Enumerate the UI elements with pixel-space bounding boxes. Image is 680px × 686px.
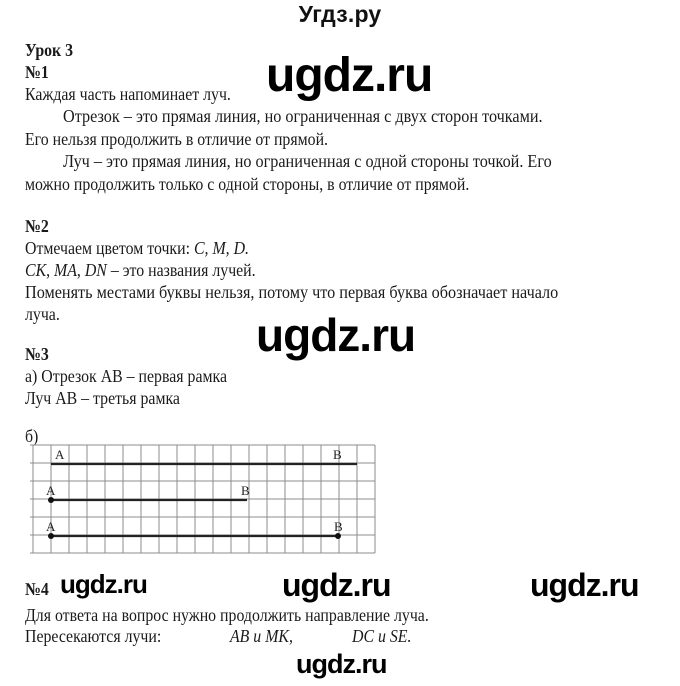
separator: , xyxy=(46,260,55,280)
point-label-a: A xyxy=(55,447,65,462)
task-1-line: Луч – это прямая линия, но ограниченная с одной стороны точкой. Его xyxy=(63,151,552,171)
task-2-line-3: Поменять местами буквы нельзя, потому что первая буква обозначает начало xyxy=(25,282,559,302)
task-2-line-4: луча. xyxy=(25,304,60,324)
task-2-line-1-text: Отмечаем цветом точки: xyxy=(25,238,194,258)
watermark-text: ugdz.ru xyxy=(296,649,387,679)
point-label-a: A xyxy=(46,519,56,534)
task-1-line: Каждая часть напоминает луч. xyxy=(25,84,231,104)
task-1-line: Отрезок – это прямая линия, но ограниченная с двух сторон точками. xyxy=(63,106,543,126)
site-title[interactable]: Угдз.ру xyxy=(298,1,382,27)
watermark-text: ugdz.ru xyxy=(266,49,433,102)
task-2-line-2-text: – это названия лучей. xyxy=(106,260,256,280)
task-1-line: Его нельзя продолжить в отличие от прямой. xyxy=(25,129,329,149)
task-4-line-2-label: Пересекаются лучи: xyxy=(25,626,162,646)
point-label-a: A xyxy=(46,483,56,498)
point-label-b: B xyxy=(333,447,342,462)
task-4-pair-1: AB и MK, xyxy=(230,626,293,646)
task-3-part-b-label: б) xyxy=(25,426,39,446)
task-3-line-a: а) Отрезок АВ – первая рамка xyxy=(25,366,227,386)
separator: , xyxy=(76,260,85,280)
ray-name-ck: CK xyxy=(25,260,47,280)
point-label-b: B xyxy=(241,483,250,498)
task-4-pair-2: DC и SE. xyxy=(352,626,412,646)
watermark-text: ugdz.ru xyxy=(256,309,416,361)
watermark-text: ugdz.ru xyxy=(530,567,639,603)
task-3-number: №3 xyxy=(25,344,49,364)
task-2-number: №2 xyxy=(25,216,49,236)
point-label-b: B xyxy=(334,519,343,534)
task-3-line-b: Луч АВ – третья рамка xyxy=(25,388,180,408)
task-1-number: №1 xyxy=(25,62,49,82)
task-4-number: №4 xyxy=(25,579,49,599)
watermark-text: ugdz.ru xyxy=(60,569,147,599)
ray-name-dn: DN xyxy=(84,260,107,280)
task-1-line: можно продолжить только с одной стороны, в отличие от прямой. xyxy=(25,174,470,194)
lesson-title: Урок 3 xyxy=(25,40,74,60)
task-2-points: C, M, D. xyxy=(193,238,249,258)
ray-name-ma: MA xyxy=(54,260,77,280)
task-4-line-1: Для ответа на вопрос нужно продолжить направление луча. xyxy=(25,605,429,625)
watermark-text: ugdz.ru xyxy=(282,567,391,603)
